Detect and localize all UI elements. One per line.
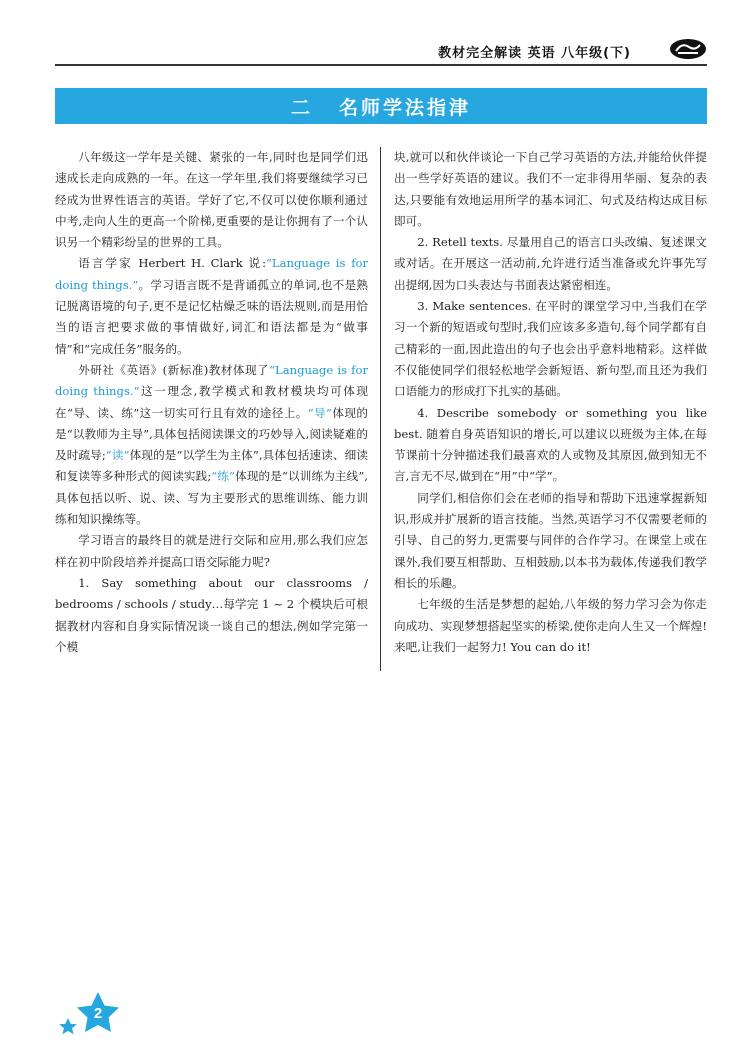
textbook-text-1: 这一理念,教学模式和教材模块均可体现在“导、读、练”这一切实可行且有效的途径上。 bbox=[55, 384, 369, 420]
keyword-lian: “练” bbox=[211, 469, 235, 484]
paragraph-intro: 八年级这一学年是关键、紧张的一年,同时也是同学们迅速成长走向成熟的一年。在这一学年里,我们将要继续学习已经成为世界性语言的英语。学好了它,不仅可以使你顺利通过中考,走向人生的更高一个阶梯,更重要的是让你拥有了一个认识另一个精彩纷呈的世界的工具。 bbox=[55, 150, 368, 250]
page-number: 2 bbox=[93, 1005, 103, 1022]
paragraph-tip-3: 3. Make sentences. 在平时的课堂学习中,当我们在学习一个新的短语或句型时,我们应该多多造句,每个同学都有自己精彩的一面,因此造出的句子也会出乎意料地精彩。这样做不仅能使同学们很轻松地学会新短语、新句型,而且还为我们口语能力的形成打下扎实的基础。 bbox=[394, 299, 707, 399]
clark-lead-text: 语言学家 Herbert H. Clark 说: bbox=[78, 256, 266, 271]
clark-body-text: 。学习语言既不是背诵孤立的单词,也不是熟记脱离语境的句子,更不是记忆枯燥乏味的语法规则,而是用恰当的语言把要求做的事情做好,词汇和语法都是为“做事情”和“完成任务”服务的。 bbox=[55, 277, 369, 356]
textbook-text-4: 体现的是“以训练为主线”,具体包括以听、说、读、写为主要形式的思维训练、能力训练和知识操练等。 bbox=[55, 469, 368, 527]
header-rule bbox=[55, 64, 707, 66]
paragraph-closing: 七年级的生活是梦想的起始,八年级的努力学习会为你走向成功、实现梦想搭起坚实的桥梁,使你走向人生又一个辉煌!来吧,让我们一起努力! You can do it! bbox=[394, 597, 707, 654]
paragraph-textbook bbox=[55, 360, 368, 530]
header-title: 教材完全解读 英语 八年级(下) bbox=[438, 46, 631, 61]
left-column bbox=[55, 147, 368, 658]
textbook-text-3: 体现的是“以学生为主体”,具体包括速读、细读和复读等多种形式的阅读实践; bbox=[55, 448, 368, 484]
column-divider bbox=[380, 147, 381, 671]
paragraph-tip-1: 1. Say something about our classrooms / bedrooms / schools / study…每学完 1 ~ 2 个模块后可根据教材内容和自身实际情况谈一谈自己的想法,例如学完第一个模 bbox=[55, 575, 368, 654]
keyword-dao: “导” bbox=[307, 405, 332, 420]
paragraph-clark bbox=[55, 253, 368, 359]
keyword-du: “读” bbox=[105, 448, 130, 463]
paragraph-question: 学习语言的最终目的就是进行交际和应用,那么我们应怎样在初中阶段培养并提高口语交际能力呢? bbox=[55, 533, 368, 569]
paragraph-tip-1-continued: 块,就可以和伙伴谈论一下自己学习英语的方法,并能给伙伴提出一些学好英语的建议。我们不一定非得用华丽、复杂的表达,只要能有效地运用所学的基本词汇、句式及结构达成目标即可。 bbox=[394, 150, 707, 228]
textbook-text-2: 体现的是“以教师为主导”,具体包括阅读课文的巧妙导入,阅读疑难的及时疏导; bbox=[55, 405, 368, 463]
page-header bbox=[55, 38, 707, 62]
page-number-badge bbox=[58, 990, 128, 1040]
star-icon bbox=[58, 990, 128, 1040]
paragraph-encouragement: 同学们,相信你们会在老师的指导和帮助下迅速掌握新知识,形成并扩展新的语言技能。当然,英语学习不仅需要老师的引导、自己的努力,更需要与同伴的合作学习。在课堂上或在课外,我们要互相帮助、互相鼓励,以本书为载体,传递我们教学相长的乐趣。 bbox=[394, 490, 707, 590]
paragraph-tip-2: 2. Retell texts. 尽量用自己的语言口头改编、复述课文或对话。在开展这一活动前,允许进行适当准备或允许事先写出提纲,因为口头表达与书面表达紧密相连。 bbox=[394, 235, 707, 292]
section-number: 二 bbox=[290, 96, 313, 119]
clark-quote: “Language is for doing things.” bbox=[55, 256, 369, 292]
paragraph-tip-4: 4. Describe somebody or something you like best. 随着自身英语知识的增长,可以建议以班级为主体,在每节课前十分钟描述我们最喜欢的人或物及其原因,做到知无不言,言无不尽,做到在“用”中“学”。 bbox=[394, 405, 707, 484]
textbook-lead-text: 外研社《英语》(新标准)教材体现了 bbox=[78, 362, 270, 377]
textbook-quote: “Language is for doing things.” bbox=[55, 362, 368, 399]
publisher-logo-icon bbox=[669, 38, 707, 60]
right-column bbox=[394, 147, 707, 658]
section-banner bbox=[55, 88, 707, 124]
section-title: 名师学法指津 bbox=[339, 96, 472, 119]
